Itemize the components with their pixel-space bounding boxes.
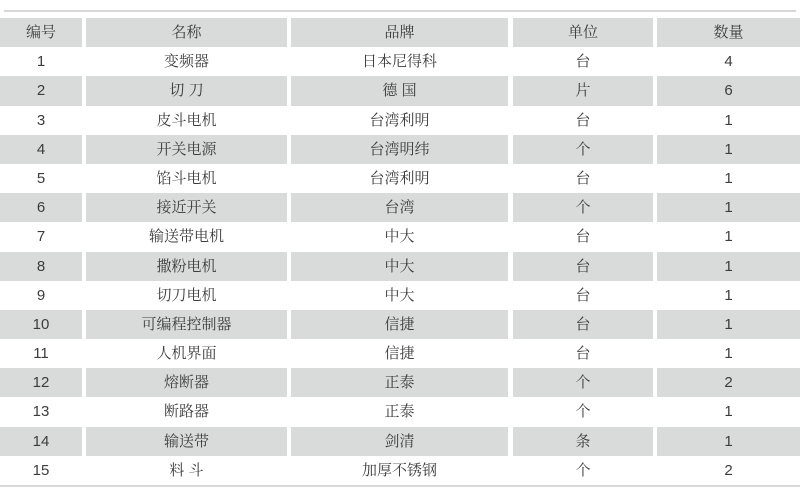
cell-brand: 台湾明纬 (291, 135, 508, 164)
parts-table (0, 18, 800, 485)
cell-qty: 1 (657, 427, 800, 456)
table-row (0, 368, 800, 397)
table-row (0, 222, 800, 251)
cell-qty: 1 (657, 106, 800, 135)
cell-unit: 台 (513, 106, 653, 135)
cell-qty: 1 (657, 339, 800, 368)
cell-number: 1 (0, 47, 82, 76)
cell-number: 12 (0, 368, 82, 397)
table-header-row (0, 18, 800, 47)
table-row (0, 252, 800, 281)
cell-unit: 个 (513, 368, 653, 397)
cell-brand: 中大 (291, 222, 508, 251)
cell-unit: 台 (513, 47, 653, 76)
cell-brand: 加厚不锈钢 (291, 456, 508, 485)
header-qty: 数量 (657, 18, 800, 47)
table-row (0, 135, 800, 164)
header-name: 名称 (86, 18, 287, 47)
cell-name: 切 刀 (86, 76, 287, 105)
cell-name: 馅斗电机 (86, 164, 287, 193)
cell-number: 6 (0, 193, 82, 222)
table-row (0, 427, 800, 456)
cell-number: 3 (0, 106, 82, 135)
cell-number: 2 (0, 76, 82, 105)
cell-qty: 1 (657, 252, 800, 281)
cell-name: 料 斗 (86, 456, 287, 485)
cell-brand: 台湾利明 (291, 106, 508, 135)
cell-name: 输送带 (86, 427, 287, 456)
cell-name: 撒粉电机 (86, 252, 287, 281)
cell-unit: 个 (513, 456, 653, 485)
cell-qty: 1 (657, 164, 800, 193)
table-row (0, 281, 800, 310)
cell-unit: 台 (513, 339, 653, 368)
cell-number: 7 (0, 222, 82, 251)
cell-unit: 台 (513, 281, 653, 310)
cell-qty: 2 (657, 456, 800, 485)
table-row (0, 456, 800, 485)
cell-brand: 中大 (291, 281, 508, 310)
cell-brand: 正泰 (291, 368, 508, 397)
header-brand: 品牌 (291, 18, 508, 47)
cell-number: 14 (0, 427, 82, 456)
cell-unit: 个 (513, 397, 653, 426)
table-row (0, 193, 800, 222)
table-row (0, 397, 800, 426)
cell-brand: 日本尼得科 (291, 47, 508, 76)
cell-brand: 信捷 (291, 310, 508, 339)
table-row (0, 106, 800, 135)
cell-brand: 德 国 (291, 76, 508, 105)
cell-name: 可编程控制器 (86, 310, 287, 339)
cell-unit: 台 (513, 164, 653, 193)
cell-number: 11 (0, 339, 82, 368)
table-row (0, 76, 800, 105)
cell-name: 输送带电机 (86, 222, 287, 251)
cell-name: 断路器 (86, 397, 287, 426)
cell-name: 变频器 (86, 47, 287, 76)
cell-name: 切刀电机 (86, 281, 287, 310)
cell-unit: 台 (513, 252, 653, 281)
cell-name: 开关电源 (86, 135, 287, 164)
cell-unit: 台 (513, 310, 653, 339)
cell-qty: 2 (657, 368, 800, 397)
cell-qty: 1 (657, 135, 800, 164)
cell-number: 10 (0, 310, 82, 339)
cell-qty: 4 (657, 47, 800, 76)
table-row (0, 310, 800, 339)
cell-number: 9 (0, 281, 82, 310)
cell-brand: 台湾 (291, 193, 508, 222)
cell-qty: 1 (657, 310, 800, 339)
cell-unit: 个 (513, 135, 653, 164)
cell-number: 5 (0, 164, 82, 193)
top-divider-line (4, 10, 796, 12)
cell-qty: 6 (657, 76, 800, 105)
cell-qty: 1 (657, 281, 800, 310)
cell-qty: 1 (657, 193, 800, 222)
table-body (0, 47, 800, 485)
cell-number: 8 (0, 252, 82, 281)
cell-brand: 信捷 (291, 339, 508, 368)
cell-number: 13 (0, 397, 82, 426)
cell-name: 皮斗电机 (86, 106, 287, 135)
cell-name: 熔断器 (86, 368, 287, 397)
cell-brand: 台湾利明 (291, 164, 508, 193)
cell-unit: 条 (513, 427, 653, 456)
table-row (0, 47, 800, 76)
cell-qty: 1 (657, 397, 800, 426)
cell-qty: 1 (657, 222, 800, 251)
cell-brand: 中大 (291, 252, 508, 281)
table-row (0, 339, 800, 368)
header-unit: 单位 (513, 18, 653, 47)
bottom-divider-line (0, 485, 800, 487)
cell-number: 15 (0, 456, 82, 485)
header-number: 编号 (0, 18, 82, 47)
cell-number: 4 (0, 135, 82, 164)
cell-brand: 正泰 (291, 397, 508, 426)
cell-name: 人机界面 (86, 339, 287, 368)
cell-unit: 片 (513, 76, 653, 105)
cell-name: 接近开关 (86, 193, 287, 222)
cell-unit: 台 (513, 222, 653, 251)
table-row (0, 164, 800, 193)
cell-brand: 剑清 (291, 427, 508, 456)
cell-unit: 个 (513, 193, 653, 222)
